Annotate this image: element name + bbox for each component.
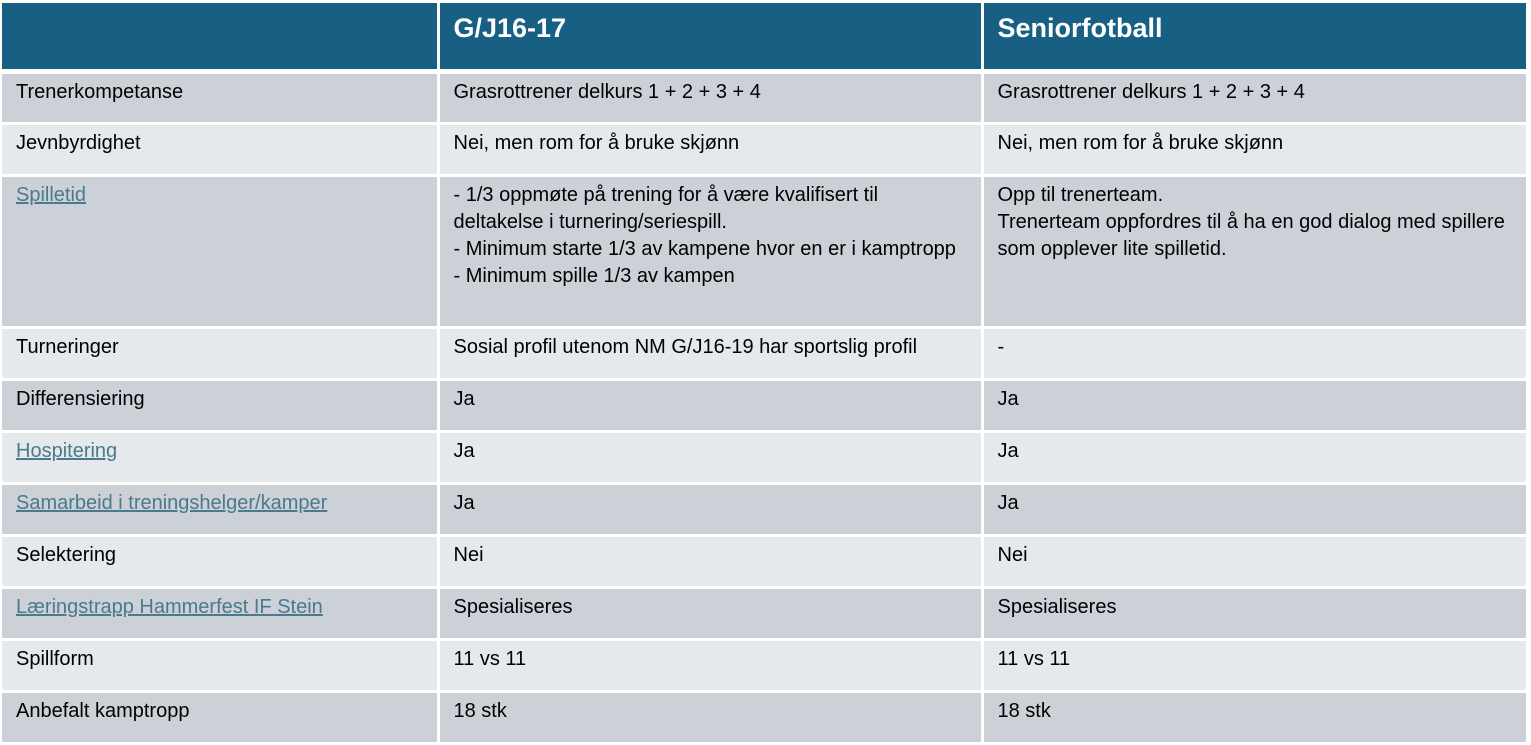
cell-g-j16-17	[438, 587, 982, 639]
header-cell-seniorfotball: Seniorfotball	[982, 3, 1526, 71]
cell-text: Ja	[453, 439, 475, 462]
cell-g-j16-17	[438, 483, 982, 535]
cell-seniorfotball	[982, 587, 1526, 639]
cell-seniorfotball	[982, 535, 1526, 587]
row-label-link[interactable]: Læringstrapp Hammerfest IF Stein	[16, 595, 323, 618]
table-row	[2, 691, 1526, 743]
cell-text: Nei	[997, 543, 1028, 566]
table-row	[2, 535, 1526, 587]
cell-text: Nei, men rom for å bruke skjønn	[453, 131, 740, 154]
cell-text: - Minimum spille 1/3 av kampen	[453, 264, 735, 287]
table-header-row	[2, 3, 1526, 71]
cell-seniorfotball	[982, 327, 1526, 379]
cell-text: Ja	[997, 491, 1019, 514]
cell-text: Sosial profil utenom NM G/J16-19 har sportslig profil	[453, 335, 918, 358]
row-label-link[interactable]: Samarbeid i treningshelger/kamper	[16, 491, 328, 514]
cell-text: Ja	[453, 491, 475, 514]
cell-seniorfotball	[982, 431, 1526, 483]
table-row	[2, 379, 1526, 431]
cell-text: 18 stk	[997, 699, 1051, 722]
row-label: Jevnbyrdighet	[16, 131, 141, 154]
cell-g-j16-17	[438, 691, 982, 743]
cell-seniorfotball	[982, 483, 1526, 535]
cell-text: Spesialiseres	[453, 595, 573, 618]
cell-text: Ja	[997, 387, 1019, 410]
cell-seniorfotball	[982, 639, 1526, 691]
table-row	[2, 431, 1526, 483]
cell-g-j16-17	[438, 379, 982, 431]
table-row	[2, 123, 1526, 175]
table-body	[2, 71, 1526, 743]
cell-text: Ja	[453, 387, 475, 410]
comparison-table	[2, 3, 1526, 745]
row-label: Spillform	[16, 647, 94, 670]
table-row	[2, 175, 1526, 327]
cell-g-j16-17	[438, 71, 982, 123]
row-label-cell	[2, 587, 438, 639]
header-cell-g-j16-17: G/J16-17	[438, 3, 982, 71]
cell-seniorfotball	[982, 691, 1526, 743]
row-label-link[interactable]: Spilletid	[16, 183, 87, 206]
row-label-cell	[2, 71, 438, 123]
cell-text: Grasrottrener delkurs 1 + 2 + 3 + 4	[453, 80, 761, 103]
cell-text: -	[997, 335, 1005, 358]
row-label-cell	[2, 691, 438, 743]
cell-seniorfotball	[982, 379, 1526, 431]
row-label-cell	[2, 483, 438, 535]
table-row	[2, 327, 1526, 379]
cell-text: - 1/3 oppmøte på trening for å være kvalifisert til deltakelse i turnering/seriespill.	[453, 183, 879, 233]
table-row	[2, 483, 1526, 535]
cell-g-j16-17	[438, 327, 982, 379]
row-label-cell	[2, 327, 438, 379]
cell-g-j16-17	[438, 175, 982, 327]
cell-text: Ja	[997, 439, 1019, 462]
cell-text: Opp til trenerteam.	[997, 183, 1164, 206]
row-label: Trenerkompetanse	[16, 80, 184, 103]
row-label: Selektering	[16, 543, 117, 566]
cell-text: 18 stk	[453, 699, 507, 722]
cell-g-j16-17	[438, 639, 982, 691]
row-label: Differensiering	[16, 387, 145, 410]
cell-g-j16-17	[438, 431, 982, 483]
cell-text: 11 vs 11	[997, 647, 1071, 670]
cell-text: - Minimum starte 1/3 av kampene hvor en er i kamptropp	[453, 237, 956, 260]
table-row	[2, 587, 1526, 639]
row-label-cell	[2, 431, 438, 483]
row-label-cell	[2, 123, 438, 175]
cell-text: Nei	[453, 543, 484, 566]
cell-text: 11 vs 11	[453, 647, 527, 670]
table-row	[2, 639, 1526, 691]
row-label-cell	[2, 639, 438, 691]
cell-g-j16-17	[438, 535, 982, 587]
cell-seniorfotball	[982, 71, 1526, 123]
row-label-cell	[2, 175, 438, 327]
cell-text: Spesialiseres	[997, 595, 1117, 618]
cell-text: Grasrottrener delkurs 1 + 2 + 3 + 4	[997, 80, 1305, 103]
header-cell-empty	[2, 3, 438, 71]
cell-g-j16-17	[438, 123, 982, 175]
row-label: Anbefalt kamptropp	[16, 699, 190, 722]
cell-text: Trenerteam oppfordres til å ha en god dialog med spillere som opplever lite spilletid.	[997, 210, 1505, 260]
row-label: Turneringer	[16, 335, 119, 358]
table-row	[2, 71, 1526, 123]
row-label-cell	[2, 379, 438, 431]
cell-seniorfotball	[982, 123, 1526, 175]
cell-text: Nei, men rom for å bruke skjønn	[997, 131, 1284, 154]
row-label-cell	[2, 535, 438, 587]
cell-seniorfotball	[982, 175, 1526, 327]
row-label-link[interactable]: Hospitering	[16, 439, 118, 462]
